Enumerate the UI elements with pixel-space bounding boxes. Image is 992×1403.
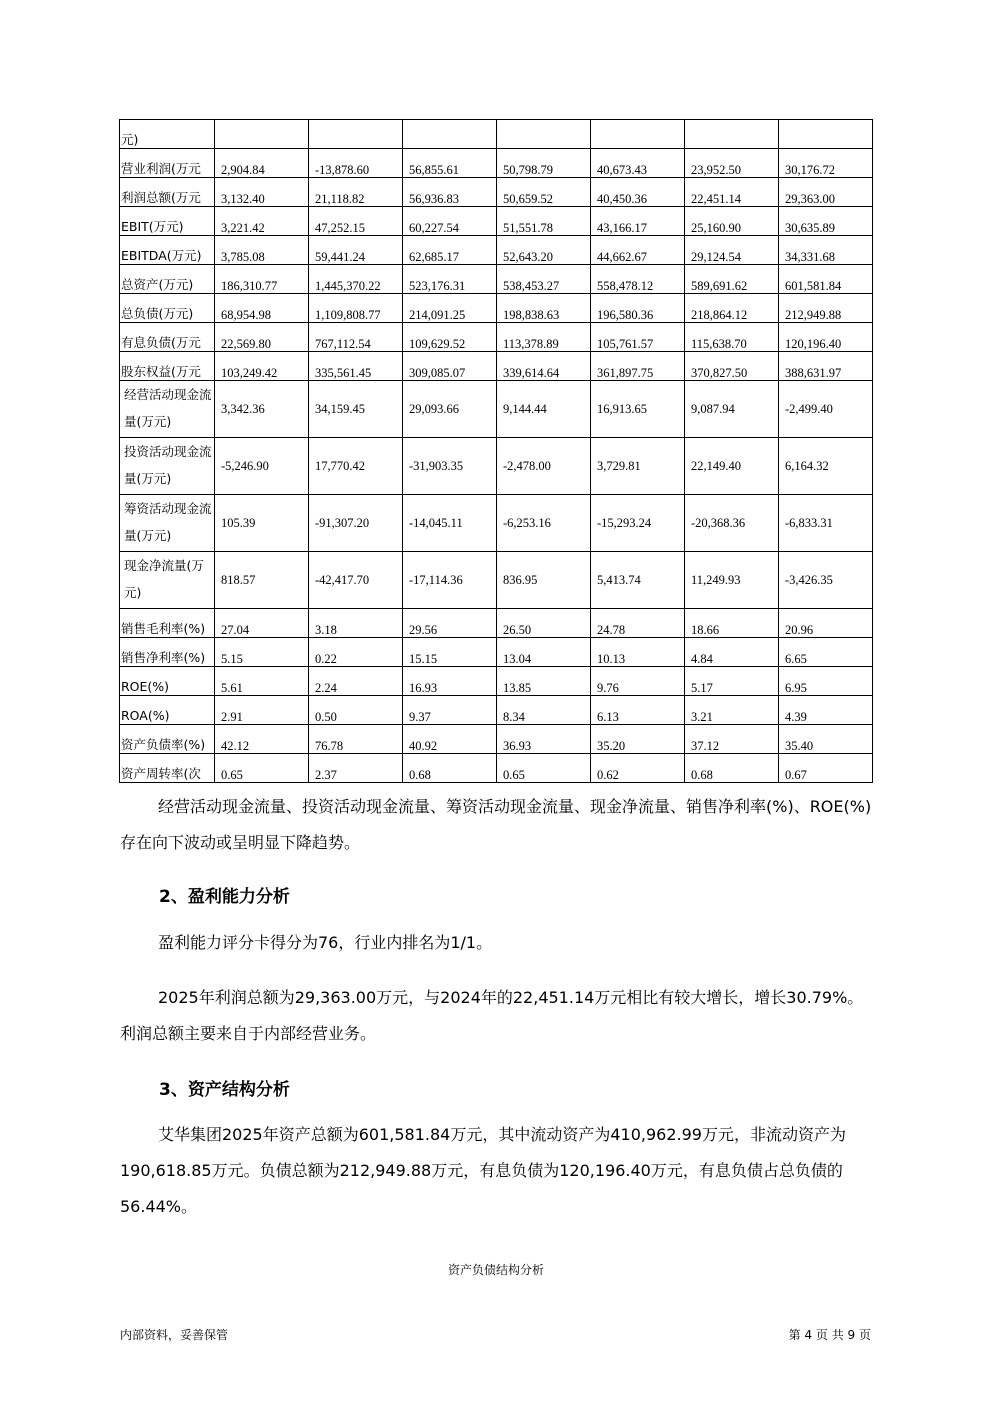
table-cell	[685, 120, 779, 149]
table-cell: 105,761.57	[591, 323, 685, 352]
table-cell: 4.84	[685, 638, 779, 667]
table-body	[120, 120, 873, 783]
table-cell: 186,310.77	[215, 265, 309, 294]
table-cell: 52,643.20	[497, 236, 591, 265]
row-label: 资产负债率(%)	[120, 725, 215, 754]
table-cell: 9.76	[591, 667, 685, 696]
table-row	[120, 207, 873, 236]
table-cell: 212,949.88	[779, 294, 873, 323]
table-cell: 2.37	[309, 754, 403, 783]
section-3-paragraph-1	[120, 1117, 874, 1225]
table-cell	[497, 120, 591, 149]
table-cell: 339,614.64	[497, 352, 591, 381]
table-cell: 103,249.42	[215, 352, 309, 381]
table-row	[120, 294, 873, 323]
trend-paragraph	[120, 789, 874, 861]
score-text: 盈利能力评分卡得分为76，行业内排名为1/1。	[158, 933, 493, 952]
table-cell: 214,091.25	[403, 294, 497, 323]
table-cell: -6,253.16	[497, 495, 591, 552]
table-cell: 558,478.12	[591, 265, 685, 294]
table-row	[120, 352, 873, 381]
table-cell: -6,833.31	[779, 495, 873, 552]
table-row	[120, 120, 873, 149]
table-cell: 198,838.63	[497, 294, 591, 323]
table-cell: 2.91	[215, 696, 309, 725]
row-label: 总资产(万元)	[120, 265, 215, 294]
table-cell: 20.96	[779, 609, 873, 638]
table-cell: 30,176.72	[779, 149, 873, 178]
table-row	[120, 696, 873, 725]
table-cell: 68,954.98	[215, 294, 309, 323]
table-cell: 13.04	[497, 638, 591, 667]
table-cell: 9.37	[403, 696, 497, 725]
table-cell: 37.12	[685, 725, 779, 754]
table-cell: 40,673.43	[591, 149, 685, 178]
table-cell: 22,149.40	[685, 438, 779, 495]
table-cell: 13.85	[497, 667, 591, 696]
table-cell: 26.50	[497, 609, 591, 638]
table-cell: 1,445,370.22	[309, 265, 403, 294]
table-cell: 6,164.32	[779, 438, 873, 495]
table-row	[120, 149, 873, 178]
table-cell: 0.68	[403, 754, 497, 783]
table-cell: 0.68	[685, 754, 779, 783]
footer-page-number: 第 4 页 共 9 页	[788, 1328, 871, 1342]
table-cell	[309, 120, 403, 149]
trend-text: 经营活动现金流量、投资活动现金流量、筹资活动现金流量、现金净流量、销售净利率(%)、ROE(%)存在向下波动或呈明显下降趋势。	[120, 797, 872, 852]
table-cell: 1,109,808.77	[309, 294, 403, 323]
asset-structure-text: 艾华集团2025年资产总额为601,581.84万元，其中流动资产为410,962.99万元，非流动资产为190,618.85万元。负债总额为212,949.88万元，有息负债为120,196.40万元，有息负债占总负债的56.44%。	[120, 1125, 846, 1216]
table-cell: 5,413.74	[591, 552, 685, 609]
table-cell: -5,246.90	[215, 438, 309, 495]
row-label: 资产周转率(次	[120, 754, 215, 783]
table-cell: 16.93	[403, 667, 497, 696]
table-cell: 3.18	[309, 609, 403, 638]
table-cell: 27.04	[215, 609, 309, 638]
table-row	[120, 638, 873, 667]
table-row	[120, 495, 873, 552]
table-cell: 388,631.97	[779, 352, 873, 381]
table-row	[120, 323, 873, 352]
table-cell: 34,331.68	[779, 236, 873, 265]
table-cell: 29.56	[403, 609, 497, 638]
table-cell: 120,196.40	[779, 323, 873, 352]
table-cell: 42.12	[215, 725, 309, 754]
table-cell: 109,629.52	[403, 323, 497, 352]
table-cell: 4.39	[779, 696, 873, 725]
table-cell: 29,093.66	[403, 381, 497, 438]
table-cell: 6.95	[779, 667, 873, 696]
table-cell: -2,478.00	[497, 438, 591, 495]
table-cell: -3,426.35	[779, 552, 873, 609]
table-cell: 523,176.31	[403, 265, 497, 294]
table-cell: 6.65	[779, 638, 873, 667]
row-label: 投资活动现金流量(万元)	[120, 438, 215, 495]
row-label: EBITDA(万元)	[120, 236, 215, 265]
table-cell: 0.62	[591, 754, 685, 783]
table-row	[120, 667, 873, 696]
table-cell: 767,112.54	[309, 323, 403, 352]
table-cell: 56,855.61	[403, 149, 497, 178]
row-label: 利润总额(万元	[120, 178, 215, 207]
table-cell: 40,450.36	[591, 178, 685, 207]
row-label: 股东权益(万元	[120, 352, 215, 381]
table-cell: 44,662.67	[591, 236, 685, 265]
table-cell: 370,827.50	[685, 352, 779, 381]
table-cell	[779, 120, 873, 149]
table-cell: 115,638.70	[685, 323, 779, 352]
table-cell: 3,342.36	[215, 381, 309, 438]
table-cell: 59,441.24	[309, 236, 403, 265]
table-cell: 50,798.79	[497, 149, 591, 178]
table-cell: 361,897.75	[591, 352, 685, 381]
table-cell: 22,451.14	[685, 178, 779, 207]
profit-text: 2025年利润总额为29,363.00万元，与2024年的22,451.14万元相比有较大增长，增长30.79%。利润总额主要来自于内部经营业务。	[120, 988, 864, 1043]
row-label: 筹资活动现金流量(万元)	[120, 495, 215, 552]
table-cell: -91,307.20	[309, 495, 403, 552]
row-label: EBIT(万元)	[120, 207, 215, 236]
table-cell: 30,635.89	[779, 207, 873, 236]
row-label: 经营活动现金流量(万元)	[120, 381, 215, 438]
table-row	[120, 725, 873, 754]
table-row	[120, 609, 873, 638]
table-cell: 51,551.78	[497, 207, 591, 236]
table-cell: 0.67	[779, 754, 873, 783]
table-row	[120, 438, 873, 495]
table-cell: 3,132.40	[215, 178, 309, 207]
table-cell: 17,770.42	[309, 438, 403, 495]
table-row	[120, 552, 873, 609]
table-cell: 43,166.17	[591, 207, 685, 236]
section-2-paragraph-1	[120, 925, 874, 961]
table-cell: -15,293.24	[591, 495, 685, 552]
table-row	[120, 236, 873, 265]
table-cell: 47,252.15	[309, 207, 403, 236]
table-cell: 15.15	[403, 638, 497, 667]
financial-indicators-table	[119, 119, 873, 783]
table-cell: 0.65	[497, 754, 591, 783]
footer-confidential: 内部资料，妥善保管	[120, 1328, 229, 1342]
table-cell: 34,159.45	[309, 381, 403, 438]
table-cell: 3.21	[685, 696, 779, 725]
table-cell: 18.66	[685, 609, 779, 638]
table-cell	[403, 120, 497, 149]
table-cell: 29,363.00	[779, 178, 873, 207]
table-cell: 35.40	[779, 725, 873, 754]
row-label: 有息负债(万元	[120, 323, 215, 352]
table-cell: -17,114.36	[403, 552, 497, 609]
table-row	[120, 381, 873, 438]
table-cell	[591, 120, 685, 149]
table-cell: 0.50	[309, 696, 403, 725]
table-cell: 50,659.52	[497, 178, 591, 207]
table-cell: 62,685.17	[403, 236, 497, 265]
chart-caption: 资产负债结构分析	[447, 1263, 544, 1277]
table-cell: 25,160.90	[685, 207, 779, 236]
table-cell: 24.78	[591, 609, 685, 638]
table-cell: 21,118.82	[309, 178, 403, 207]
table-cell: 36.93	[497, 725, 591, 754]
table-cell: 5.15	[215, 638, 309, 667]
table-cell: 40.92	[403, 725, 497, 754]
table-cell: 56,936.83	[403, 178, 497, 207]
table-cell: 10.13	[591, 638, 685, 667]
table-cell: 9,087.94	[685, 381, 779, 438]
row-label: 营业利润(万元	[120, 149, 215, 178]
table-cell: -42,417.70	[309, 552, 403, 609]
table-cell: -31,903.35	[403, 438, 497, 495]
table-cell: 29,124.54	[685, 236, 779, 265]
table-cell: -20,368.36	[685, 495, 779, 552]
table-cell: 538,453.27	[497, 265, 591, 294]
table-row	[120, 178, 873, 207]
table-cell: 9,144.44	[497, 381, 591, 438]
table-cell: 3,221.42	[215, 207, 309, 236]
row-label: 现金净流量(万元)	[120, 552, 215, 609]
row-label: 总负债(万元)	[120, 294, 215, 323]
table-cell: 23,952.50	[685, 149, 779, 178]
table-cell: 35.20	[591, 725, 685, 754]
table-cell: 818.57	[215, 552, 309, 609]
table-cell: 5.61	[215, 667, 309, 696]
row-label: ROA(%)	[120, 696, 215, 725]
table-cell: 0.22	[309, 638, 403, 667]
table-cell: 335,561.45	[309, 352, 403, 381]
table-cell: 5.17	[685, 667, 779, 696]
table-cell: 3,729.81	[591, 438, 685, 495]
table-cell: 60,227.54	[403, 207, 497, 236]
table-cell: 105.39	[215, 495, 309, 552]
table-row	[120, 265, 873, 294]
table-cell: 309,085.07	[403, 352, 497, 381]
table-cell: 8.34	[497, 696, 591, 725]
table-cell	[215, 120, 309, 149]
section-2-paragraph-2	[120, 980, 874, 1052]
table-cell: 836.95	[497, 552, 591, 609]
row-label: 销售净利率(%)	[120, 638, 215, 667]
table-cell: 76.78	[309, 725, 403, 754]
table-cell: 601,581.84	[779, 265, 873, 294]
table-cell: -14,045.11	[403, 495, 497, 552]
row-label: 销售毛利率(%)	[120, 609, 215, 638]
table-cell: 113,378.89	[497, 323, 591, 352]
table-cell: 22,569.80	[215, 323, 309, 352]
table-cell: -2,499.40	[779, 381, 873, 438]
row-label: ROE(%)	[120, 667, 215, 696]
table-cell: 3,785.08	[215, 236, 309, 265]
row-label: 元)	[120, 120, 215, 149]
table-cell: 6.13	[591, 696, 685, 725]
section-3-heading: 3、资产结构分析	[159, 1080, 290, 1100]
section-2-heading: 2、盈利能力分析	[159, 887, 290, 907]
table-cell: 218,864.12	[685, 294, 779, 323]
table-cell: 2.24	[309, 667, 403, 696]
table-cell: 196,580.36	[591, 294, 685, 323]
table-cell: 16,913.65	[591, 381, 685, 438]
table-cell: 0.65	[215, 754, 309, 783]
table-cell: -13,878.60	[309, 149, 403, 178]
table-cell: 11,249.93	[685, 552, 779, 609]
table-cell: 589,691.62	[685, 265, 779, 294]
table-cell: 2,904.84	[215, 149, 309, 178]
table-row	[120, 754, 873, 783]
